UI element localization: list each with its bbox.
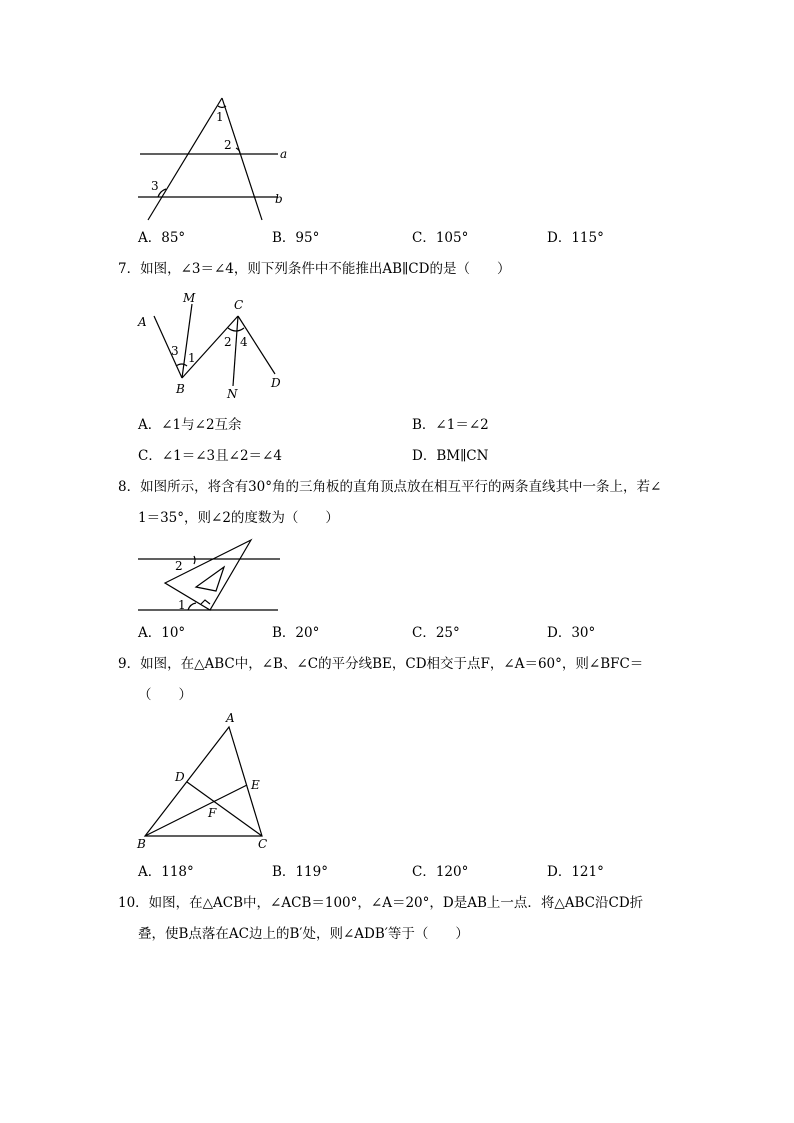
- q6-option-a: A．85°: [138, 230, 186, 246]
- q9-label-D: D: [175, 770, 185, 784]
- q9-label-A: A: [226, 711, 235, 725]
- q9-label-F: F: [208, 806, 217, 820]
- q7-label-3: 3: [171, 344, 179, 358]
- q9-option-b: B．119°: [272, 864, 328, 880]
- q6-label-2: 2: [224, 138, 232, 152]
- q9-option-a: A．118°: [138, 864, 194, 880]
- q7-label-2: 2: [224, 335, 232, 349]
- q7-label-C: C: [234, 298, 244, 312]
- q8-label-1: 1: [178, 598, 186, 612]
- q6-label-a: a: [280, 147, 288, 161]
- q9-option-d: D．121°: [547, 864, 604, 880]
- q6-option-b: B．95°: [272, 230, 320, 246]
- q7-label-A: A: [138, 315, 147, 329]
- q6-option-c: C．105°: [412, 230, 469, 246]
- q7-label-B: B: [176, 382, 185, 396]
- q8-stem-line1: 8．如图所示，将含有30°角的三角板的直角顶点放在相互平行的两条直线其中一条上，若∠: [118, 479, 662, 495]
- q9-bisector-be: [145, 785, 247, 836]
- q9-label-B: B: [137, 837, 146, 851]
- q9-triangle-abc: [145, 727, 262, 836]
- q10-stem-line1: 10．如图，在△ACB中，∠ACB＝100°，∠A＝20°，D是AB上一点．将△ABC沿CD折: [118, 895, 644, 911]
- q10-stem-line2: 叠，使B点落在AC边上的B′处，则∠ADB′等于（ ）: [138, 926, 469, 942]
- q8-option-b: B．20°: [272, 625, 320, 641]
- q6-option-d: D．115°: [547, 230, 604, 246]
- q8-option-c: C．25°: [412, 625, 460, 641]
- q9-label-C: C: [258, 837, 268, 851]
- q9-stem-line1: 9．如图，在△ABC中，∠B、∠C的平分线BE，CD相交于点F，∠A＝60°，则∠BFC＝: [118, 656, 644, 672]
- q8-stem-line2: 1＝35°，则∠2的度数为（ ）: [138, 510, 339, 526]
- q7-label-D: D: [271, 376, 281, 390]
- q7-option-b: B．∠1＝∠2: [412, 417, 489, 433]
- q7-label-M: M: [183, 291, 196, 305]
- q7-option-d: D．BM∥CN: [412, 448, 489, 464]
- q8-label-2: 2: [175, 559, 183, 573]
- q6-label-1: 1: [216, 110, 224, 124]
- q6-label-3: 3: [151, 179, 159, 193]
- q7-label-4: 4: [240, 335, 248, 349]
- q7-stem: 7．如图，∠3＝∠4，则下列条件中不能推出AB∥CD的是（ ）: [118, 261, 511, 277]
- q6-label-b: b: [275, 192, 283, 206]
- q7-label-N: N: [227, 387, 238, 401]
- q7-label-1: 1: [188, 351, 196, 365]
- q8-option-a: A．10°: [138, 625, 186, 641]
- q8-option-d: D．30°: [547, 625, 596, 641]
- q7-option-a: A．∠1与∠2互余: [138, 417, 242, 433]
- q7-option-c: C．∠1＝∠3且∠2＝∠4: [138, 448, 282, 464]
- q9-label-E: E: [251, 778, 260, 792]
- q9-stem-line2: （ ）: [138, 687, 192, 703]
- q9-option-c: C．120°: [412, 864, 469, 880]
